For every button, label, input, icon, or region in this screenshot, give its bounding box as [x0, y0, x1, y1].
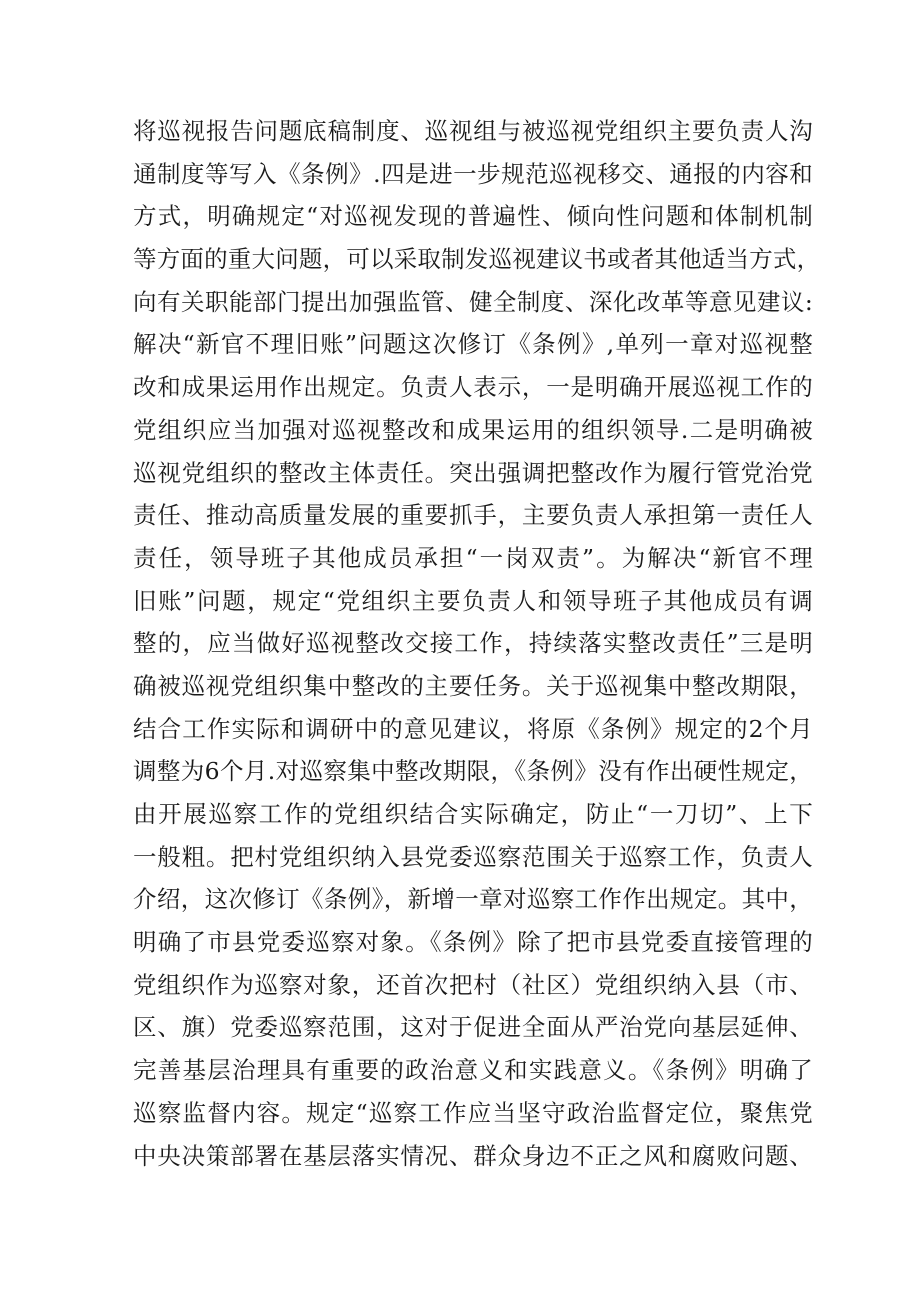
text-line: 区、旗）党委巡察范围，这对于促进全面从严治党向基层延伸、	[133, 1013, 813, 1042]
text-line: 一般粗。把村党组织纳入县党委巡察范围关于巡察工作，负责人	[133, 842, 813, 871]
text-line: 整的，应当做好巡视整改交接工作，持续落实整改责任”三是明	[133, 629, 813, 658]
text-line: 等方面的重大问题，可以采取制发巡视建议书或者其他适当方式，	[133, 245, 821, 274]
text-line: 解决“新官不理旧账”问题这次修订《条例》,单列一章对巡视整	[133, 330, 813, 359]
text-line: 将巡视报告问题底稿制度、巡视组与被巡视党组织主要负责人沟	[133, 117, 813, 145]
text-line: 完善基层治理具有重要的政治意义和实践意义。《条例》明确了	[133, 1056, 813, 1085]
text-line: 党组织作为巡察对象，还首次把村（社区）党组织纳入县（市、	[133, 970, 813, 999]
body-paragraph	[133, 110, 821, 1177]
text-line: 改和成果运用作出规定。负责人表示，一是明确开展巡视工作的	[133, 373, 813, 402]
text-line: 介绍，这次修订《条例》，新增一章对巡察工作作出规定。其中，	[133, 885, 813, 914]
text-line: 旧账”问题，规定“党组织主要负责人和领导班子其他成员有调	[133, 586, 813, 615]
text-line: 调整为6个月.对巡察集中整改期限，《条例》没有作出硬性规定，	[133, 757, 813, 786]
text-line: 巡察监督内容。规定“巡察工作应当坚守政治监督定位，聚焦党	[133, 1098, 813, 1127]
text-line: 方式，明确规定“对巡视发现的普遍性、倾向性问题和体制机制	[133, 202, 813, 231]
text-line: 明确了市县党委巡察对象。《条例》除了把市县党委直接管理的	[133, 928, 813, 957]
text-line: 党组织应当加强对巡视整改和成果运用的组织领导.二是明确被	[133, 415, 813, 444]
text-line: 责任，领导班子其他成员承担“一岗双责”。为解决“新官不理	[133, 543, 813, 572]
text-line: 向有关职能部门提出加强监管、健全制度、深化改革等意见建议:	[133, 287, 813, 316]
text-line: 确被巡视党组织集中整改的主要任务。关于巡视集中整改期限，	[133, 671, 813, 700]
text-line: 结合工作实际和调研中的意见建议，将原《条例》规定的2个月	[133, 714, 813, 743]
text-line: 由开展巡察工作的党组织结合实际确定，防止“一刀切”、上下	[133, 800, 813, 828]
text-line: 责任、推动高质量发展的重要抓手，主要负责人承担第一责任人	[133, 501, 813, 530]
text-line: 巡视党组织的整改主体责任。突出强调把整改作为履行管党治党	[133, 458, 813, 487]
text-line: 中央决策部署在基层落实情况、群众身边不正之风和腐败问题、	[133, 1141, 813, 1170]
text-line: 通制度等写入《条例》.四是进一步规范巡视移交、通报的内容和	[133, 159, 813, 188]
